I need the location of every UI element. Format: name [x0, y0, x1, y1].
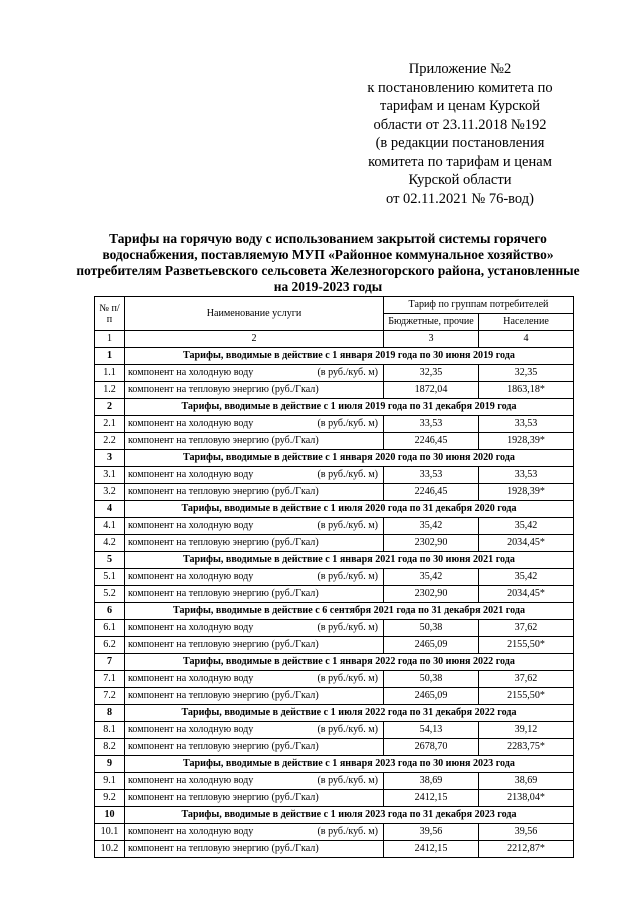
service-unit: (в руб./куб. м): [317, 826, 378, 837]
service-cell: [125, 586, 384, 603]
group-title: Тарифы, вводимые в действие с 1 января 2021 года по 30 июня 2021 года: [125, 552, 574, 569]
population-tariff: 37,62: [479, 620, 574, 637]
period-group-row: [95, 654, 574, 671]
row-number: 1.1: [95, 365, 125, 382]
row-number: 8.1: [95, 722, 125, 739]
service-unit: [378, 384, 380, 396]
tariff-table-body: [95, 297, 574, 858]
period-group-row: [95, 756, 574, 773]
row-number: 2.2: [95, 433, 125, 450]
appendix-line: комитета по тарифам и ценам: [368, 153, 552, 170]
group-title: Тарифы, вводимые в действие с 1 июля 2022 года по 31 декабря 2022 года: [125, 705, 574, 722]
row-number: 7.2: [95, 688, 125, 705]
population-tariff: 1928,39*: [479, 433, 574, 450]
service-name: компонент на холодную воду: [128, 724, 254, 735]
service-unit: [378, 435, 380, 447]
table-row: [95, 467, 574, 484]
appendix-block: [350, 60, 570, 208]
service-name: компонент на тепловую энергию (руб./Гкал): [128, 486, 319, 497]
budget-tariff: 2246,45: [384, 484, 479, 501]
population-tariff: 2034,45*: [479, 535, 574, 552]
row-number: 9.1: [95, 773, 125, 790]
population-tariff: 33,53: [479, 467, 574, 484]
service-cell: [125, 688, 384, 705]
service-name: компонент на тепловую энергию (руб./Гкал): [128, 639, 319, 650]
service-unit: [378, 741, 380, 753]
population-tariff: 39,12: [479, 722, 574, 739]
service-cell: [125, 416, 384, 433]
service-cell: [125, 467, 384, 484]
service-unit: (в руб./куб. м): [317, 520, 378, 531]
budget-tariff: 39,56: [384, 824, 479, 841]
population-tariff: 1863,18*: [479, 382, 574, 399]
service-cell: [125, 671, 384, 688]
group-title: Тарифы, вводимые в действие с 1 июля 2020 года по 31 декабря 2020 года: [125, 501, 574, 518]
budget-tariff: 33,53: [384, 467, 479, 484]
service-cell: [125, 569, 384, 586]
header-service: Наименование услуги: [125, 297, 384, 331]
population-tariff: 2034,45*: [479, 586, 574, 603]
service-unit: (в руб./куб. м): [317, 673, 378, 684]
column-number-row: [95, 331, 574, 348]
table-row: [95, 637, 574, 654]
service-name: компонент на холодную воду: [128, 367, 254, 378]
header-row: [95, 297, 574, 314]
row-number: 5.1: [95, 569, 125, 586]
appendix-line: Приложение №2: [408, 61, 512, 77]
service-name: компонент на тепловую энергию (руб./Гкал): [128, 843, 319, 854]
service-name: компонент на тепловую энергию (руб./Гкал): [128, 537, 319, 548]
row-number: 1.2: [95, 382, 125, 399]
group-number: 7: [95, 654, 125, 671]
appendix-line: тарифам и ценам Курской: [379, 98, 540, 114]
service-cell: [125, 484, 384, 501]
budget-tariff: 35,42: [384, 518, 479, 535]
column-number: 2: [125, 331, 384, 348]
table-row: [95, 790, 574, 807]
header-num: № п/п: [95, 297, 125, 331]
table-row: [95, 484, 574, 501]
column-number: 1: [95, 331, 125, 348]
group-number: 9: [95, 756, 125, 773]
service-cell: [125, 790, 384, 807]
service-name: компонент на холодную воду: [128, 418, 254, 429]
service-name: компонент на холодную воду: [128, 520, 254, 531]
service-name: компонент на тепловую энергию (руб./Гкал): [128, 435, 319, 446]
service-unit: [378, 639, 380, 651]
service-unit: [378, 792, 380, 804]
table-row: [95, 586, 574, 603]
row-number: 10.1: [95, 824, 125, 841]
row-number: 3.2: [95, 484, 125, 501]
table-row: [95, 535, 574, 552]
service-name: компонент на холодную воду: [128, 571, 254, 582]
document-title: Тарифы на горячую воду с использованием закрытой системы горячего водоснабжения, поставляемую МУП «Районное коммунальное хозяйство» потребителям Разветьевского сельсовета Железногорского района, установленные на 2019-2023 годы: [76, 231, 580, 294]
service-name: компонент на холодную воду: [128, 469, 254, 480]
appendix-line: области от 23.11.2018 №192: [373, 116, 547, 133]
group-title: Тарифы, вводимые в действие с 1 января 2023 года по 30 июня 2023 года: [125, 756, 574, 773]
row-number: 10.2: [95, 841, 125, 858]
table-row: [95, 569, 574, 586]
service-name: компонент на холодную воду: [128, 622, 254, 633]
row-number: 7.1: [95, 671, 125, 688]
service-cell: [125, 824, 384, 841]
group-title: Тарифы, вводимые в действие с 1 января 2020 года по 30 июня 2020 года: [125, 450, 574, 467]
appendix-line: Курской области: [408, 172, 512, 188]
period-group-row: [95, 552, 574, 569]
service-unit: (в руб./куб. м): [317, 469, 378, 480]
service-unit: (в руб./куб. м): [317, 622, 378, 633]
budget-tariff: 1872,04: [384, 382, 479, 399]
group-number: 6: [95, 603, 125, 620]
budget-tariff: 2465,09: [384, 637, 479, 654]
row-number: 2.1: [95, 416, 125, 433]
group-number: 5: [95, 552, 125, 569]
row-number: 4.1: [95, 518, 125, 535]
service-name: компонент на тепловую энергию (руб./Гкал): [128, 690, 319, 701]
row-number: 6.2: [95, 637, 125, 654]
service-cell: [125, 841, 384, 858]
group-number: 8: [95, 705, 125, 722]
header-population: Население: [479, 314, 574, 331]
appendix-line: (в редакции постановления: [375, 135, 545, 151]
row-number: 9.2: [95, 790, 125, 807]
column-number: 3: [384, 331, 479, 348]
service-unit: [378, 690, 380, 702]
period-group-row: [95, 603, 574, 620]
service-unit: [378, 588, 380, 600]
budget-tariff: 38,69: [384, 773, 479, 790]
service-unit: [378, 843, 380, 855]
budget-tariff: 54,13: [384, 722, 479, 739]
service-unit: [378, 486, 380, 498]
budget-tariff: 2246,45: [384, 433, 479, 450]
service-cell: [125, 535, 384, 552]
service-unit: (в руб./куб. м): [317, 367, 378, 378]
population-tariff: 35,42: [479, 569, 574, 586]
appendix-line: к постановлению комитета по: [367, 79, 553, 96]
group-number: 4: [95, 501, 125, 518]
row-number: 4.2: [95, 535, 125, 552]
service-cell: [125, 637, 384, 654]
group-number: 1: [95, 348, 125, 365]
service-cell: [125, 365, 384, 382]
period-group-row: [95, 450, 574, 467]
row-number: 3.1: [95, 467, 125, 484]
table-row: [95, 824, 574, 841]
budget-tariff: 2302,90: [384, 586, 479, 603]
group-title: Тарифы, вводимые в действие с 1 июля 2023 года по 31 декабря 2023 года: [125, 807, 574, 824]
row-number: 8.2: [95, 739, 125, 756]
population-tariff: 2283,75*: [479, 739, 574, 756]
service-unit: [378, 537, 380, 549]
service-unit: (в руб./куб. м): [317, 775, 378, 786]
group-number: 3: [95, 450, 125, 467]
table-row: [95, 773, 574, 790]
group-title: Тарифы, вводимые в действие с 6 сентября 2021 года по 31 декабря 2021 года: [125, 603, 574, 620]
budget-tariff: 2302,90: [384, 535, 479, 552]
budget-tariff: 50,38: [384, 620, 479, 637]
table-row: [95, 841, 574, 858]
table-row: [95, 416, 574, 433]
population-tariff: 2138,04*: [479, 790, 574, 807]
table-row: [95, 382, 574, 399]
service-cell: [125, 739, 384, 756]
group-title: Тарифы, вводимые в действие с 1 января 2019 года по 30 июня 2019 года: [125, 348, 574, 365]
service-name: компонент на холодную воду: [128, 826, 254, 837]
group-title: Тарифы, вводимые в действие с 1 июля 2019 года по 31 декабря 2019 года: [125, 399, 574, 416]
service-cell: [125, 620, 384, 637]
population-tariff: 2212,87*: [479, 841, 574, 858]
service-cell: [125, 722, 384, 739]
population-tariff: 32,35: [479, 365, 574, 382]
budget-tariff: 50,38: [384, 671, 479, 688]
group-number: 2: [95, 399, 125, 416]
table-row: [95, 671, 574, 688]
population-tariff: 37,62: [479, 671, 574, 688]
service-cell: [125, 382, 384, 399]
service-unit: (в руб./куб. м): [317, 571, 378, 582]
table-row: [95, 739, 574, 756]
service-name: компонент на холодную воду: [128, 673, 254, 684]
period-group-row: [95, 807, 574, 824]
table-row: [95, 518, 574, 535]
service-name: компонент на тепловую энергию (руб./Гкал): [128, 384, 319, 395]
table-row: [95, 620, 574, 637]
table-row: [95, 433, 574, 450]
population-tariff: 39,56: [479, 824, 574, 841]
period-group-row: [95, 705, 574, 722]
header-tariff-group: Тариф по группам потребителей: [384, 297, 574, 314]
tariff-table: [94, 296, 574, 858]
row-number: 6.1: [95, 620, 125, 637]
service-unit: (в руб./куб. м): [317, 724, 378, 735]
budget-tariff: 2678,70: [384, 739, 479, 756]
service-name: компонент на тепловую энергию (руб./Гкал): [128, 792, 319, 803]
table-row: [95, 722, 574, 739]
service-unit: (в руб./куб. м): [317, 418, 378, 429]
population-tariff: 2155,50*: [479, 688, 574, 705]
population-tariff: 35,42: [479, 518, 574, 535]
budget-tariff: 2465,09: [384, 688, 479, 705]
population-tariff: 33,53: [479, 416, 574, 433]
group-number: 10: [95, 807, 125, 824]
row-number: 5.2: [95, 586, 125, 603]
table-row: [95, 688, 574, 705]
service-name: компонент на тепловую энергию (руб./Гкал): [128, 588, 319, 599]
period-group-row: [95, 348, 574, 365]
service-cell: [125, 518, 384, 535]
budget-tariff: 33,53: [384, 416, 479, 433]
population-tariff: 38,69: [479, 773, 574, 790]
population-tariff: 1928,39*: [479, 484, 574, 501]
population-tariff: 2155,50*: [479, 637, 574, 654]
appendix-line: от 02.11.2021 № 76-вод): [386, 190, 534, 207]
table-row: [95, 365, 574, 382]
period-group-row: [95, 501, 574, 518]
budget-tariff: 32,35: [384, 365, 479, 382]
budget-tariff: 35,42: [384, 569, 479, 586]
budget-tariff: 2412,15: [384, 790, 479, 807]
group-title: Тарифы, вводимые в действие с 1 января 2022 года по 30 июня 2022 года: [125, 654, 574, 671]
service-name: компонент на тепловую энергию (руб./Гкал): [128, 741, 319, 752]
budget-tariff: 2412,15: [384, 841, 479, 858]
header-budget: Бюджетные, прочие: [384, 314, 479, 331]
service-cell: [125, 433, 384, 450]
column-number: 4: [479, 331, 574, 348]
period-group-row: [95, 399, 574, 416]
service-cell: [125, 773, 384, 790]
service-name: компонент на холодную воду: [128, 775, 254, 786]
